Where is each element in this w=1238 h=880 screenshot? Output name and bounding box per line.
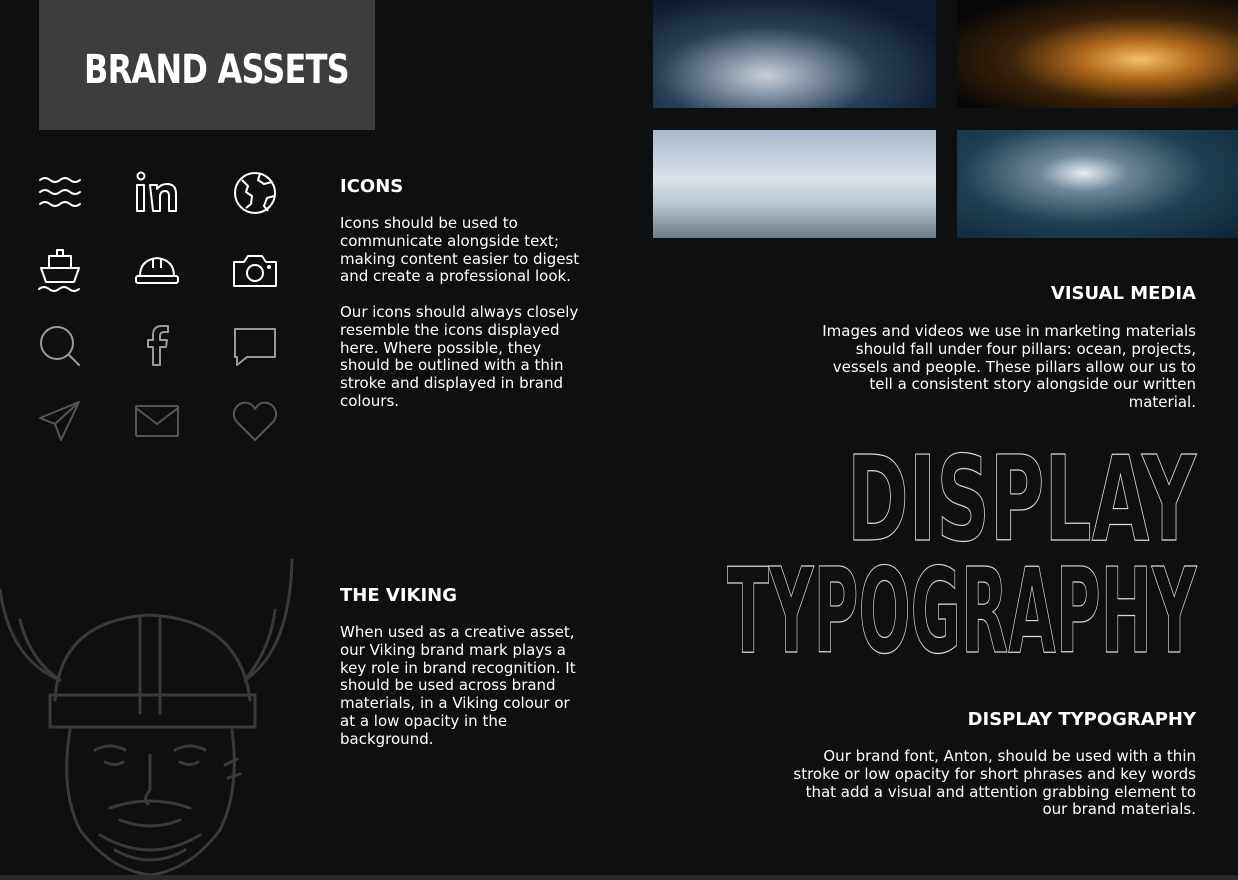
heart-icon: [230, 396, 280, 446]
mail-icon: [132, 396, 182, 446]
viking-heading: THE VIKING: [340, 585, 458, 606]
waves-icon: [35, 168, 85, 218]
page-title: BRAND ASSETS: [84, 47, 349, 93]
icons-description: Icons should be used to communicate alongside text; making content easier to digest and create a professional look. Our icons should always closely resemble the icons displayed here. Where possible, they should be outlined with a thin stroke and displayed in brand colours.: [340, 214, 580, 410]
viking-description: When used as a creative asset, our Viking brand mark plays a key role in brand recognition. It should be used across brand materials, in a Viking colour or at a low opacity in the background.: [340, 623, 576, 748]
ocean-waves-photo: [653, 0, 936, 108]
title-box: [39, 0, 375, 130]
viking-mark: [0, 550, 300, 880]
icons-grid: [35, 168, 285, 448]
facebook-icon: [132, 321, 182, 371]
search-icon: [35, 321, 85, 371]
display-typography-heading: DISPLAY TYPOGRAPHY: [967, 709, 1196, 730]
hard-hat-icon: [132, 246, 182, 296]
globe-icon: [230, 168, 280, 218]
linkedin-icon: [132, 168, 182, 218]
display-outline-text: DISPLAY: [846, 430, 1196, 568]
offshore-rig-photo: [957, 0, 1238, 108]
chat-bubble-icon: [230, 321, 280, 371]
visual-media-description: Images and videos we use in marketing materials should fall under four pillars: ocean, projects, vessels and people. These pillars allow our us to tell a consistent story alongside our written material.: [822, 322, 1196, 412]
offshore-worker-photo: [653, 130, 936, 238]
camera-icon: [230, 246, 280, 296]
vessel-aerial-photo: [957, 130, 1238, 238]
display-typography-description: Our brand font, Anton, should be used with a thin stroke or low opacity for short phrases and key words that add a visual and attention grabbing element to our brand materials.: [793, 747, 1196, 819]
visual-media-heading: VISUAL MEDIA: [1050, 283, 1196, 304]
bottom-divider: [0, 875, 1238, 880]
send-icon: [35, 396, 85, 446]
ship-icon: [35, 246, 85, 296]
typography-outline-text: TYPOGRAPHY: [726, 542, 1196, 680]
icons-heading: ICONS: [340, 176, 404, 197]
